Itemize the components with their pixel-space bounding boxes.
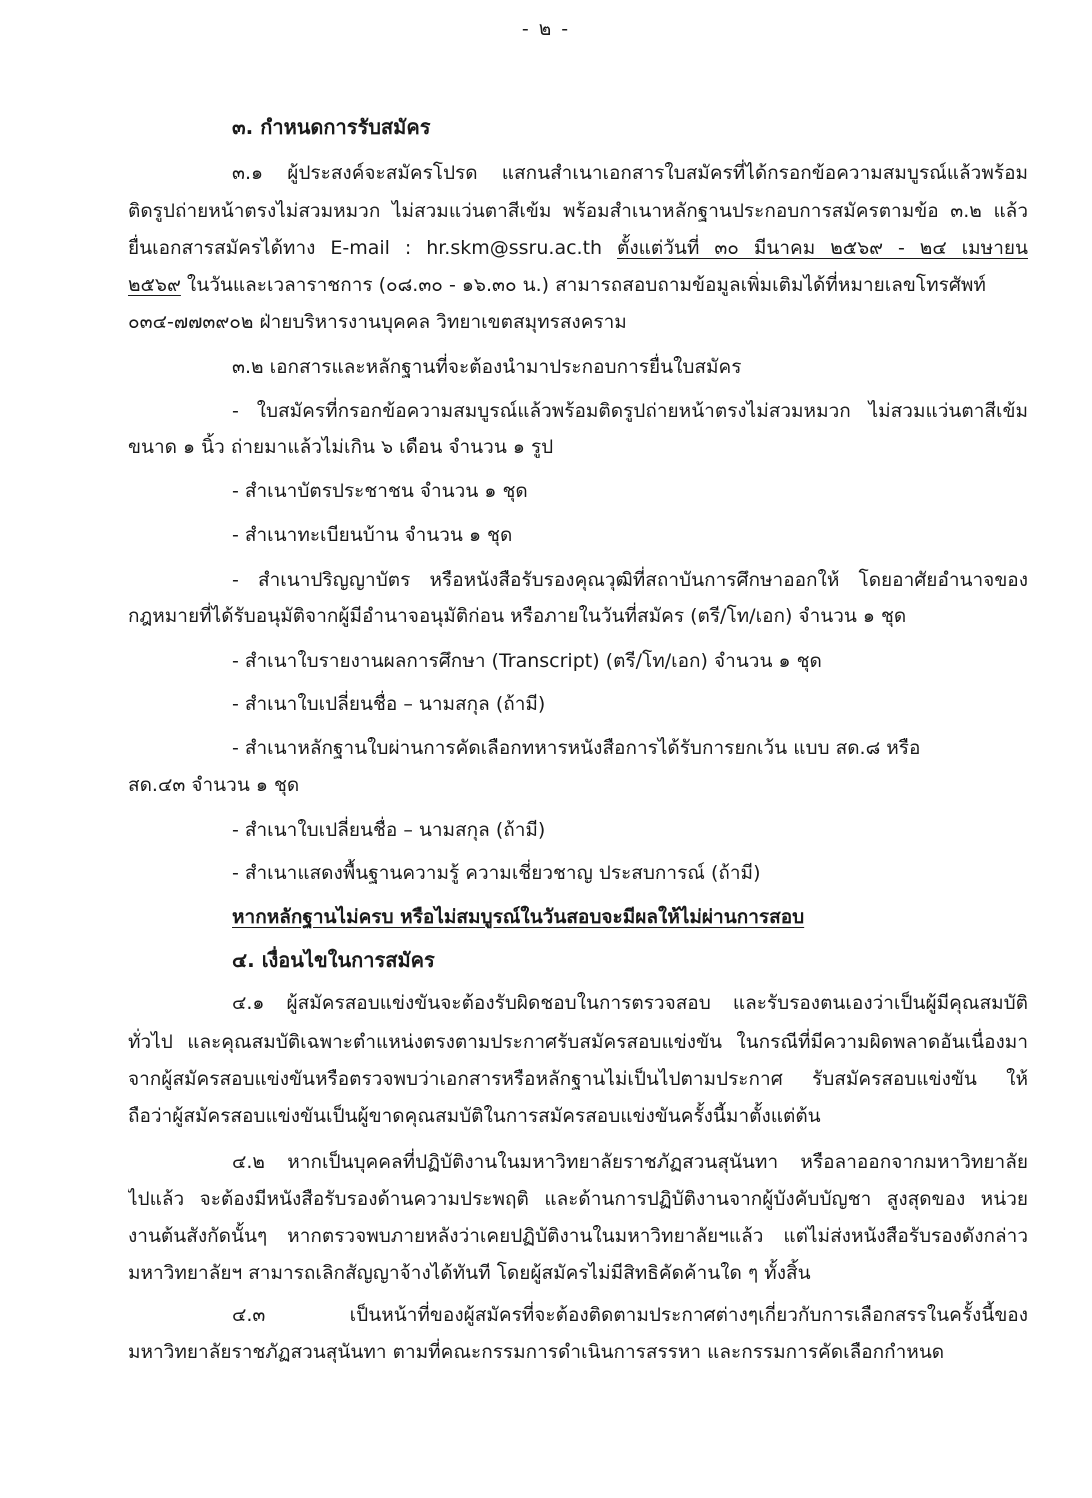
paragraph-3-1-line-5: ๐๓๔-๗๗๓๙๐๒ ฝ่ายบริหารงานบุคคล วิทยาเขตสมุทรสงคราม xyxy=(128,311,627,333)
paragraph-4-1-line-3: จากผู้สมัครสอบแข่งขันหรือตรวจพบว่าเอกสารหรือหลักฐานไม่เป็นไปตามประกาศ รับสมัครสอบแข่งขัน ให้ xyxy=(128,1068,1028,1090)
office-hours-text: ในวันและเวลาราชการ (๐๘.๓๐ - ๑๖.๓๐ น.) สามารถสอบถามข้อมูลเพิ่มเติมได้ที่หมายเลขโทรศัพท์ xyxy=(180,274,986,296)
paragraph-4-1-line-1: ๔.๑ ผู้สมัครสอบแข่งขันจะต้องรับผิดชอบในการตรวจสอบ และรับรองตนเองว่าเป็นผู้มีคุณสมบัติ xyxy=(232,992,1028,1014)
paragraph-4-1-line-2: ทั่วไป และคุณสมบัติเฉพาะตำแหน่งตรงตามประกาศรับสมัครสอบแข่งขัน ในกรณีที่มีความผิดพลาดอันเนื่องมา xyxy=(128,1031,1028,1053)
section-4-heading: ๔. เงื่อนไขในการสมัคร xyxy=(232,948,435,972)
paragraph-3-1-line-4 xyxy=(128,270,1028,300)
document-item-7-line-2: สด.๔๓ จำนวน ๑ ชุด xyxy=(128,774,300,796)
paragraph-4-2-line-3: งานต้นสังกัดนั้นๆ หากตรวจพบภายหลังว่าเคยปฏิบัติงานในมหาวิทยาลัยฯแล้ว แต่ไม่ส่งหนังสือรับรองดังกล่าว xyxy=(128,1225,1028,1247)
section-3-heading: ๓. กำหนดการรับสมัคร xyxy=(232,115,431,139)
application-period-year: ๒๕๖๙ xyxy=(128,274,181,296)
document-item-7-line-1: - สำเนาหลักฐานใบผ่านการคัดเลือกทหารหนังสือการได้รับการยกเว้น แบบ สด.๘ หรือ xyxy=(232,737,921,759)
document-item-8: - สำเนาใบเปลี่ยนชื่อ – นามสกุล (ถ้ามี) xyxy=(232,819,546,841)
application-period-start: ตั้งแต่วันที่ ๓๐ มีนาคม ๒๕๖๙ - ๒๔ เมษายน xyxy=(617,237,1028,259)
paragraph-3-1-line-1: ๓.๑ ผู้ประสงค์จะสมัครโปรด แสกนสำเนาเอกสารใบสมัครที่ได้กรอกข้อความสมบูรณ์แล้วพร้อม xyxy=(232,162,1028,184)
paragraph-4-2-line-4: มหาวิทยาลัยฯ สามารถเลิกสัญญาจ้างได้ทันที โดยผู้สมัครไม่มีสิทธิคัดค้านใด ๆ ทั้งสิ้น xyxy=(128,1262,811,1284)
paragraph-3-2-heading: ๓.๒ เอกสารและหลักฐานที่จะต้องนำมาประกอบการยื่นใบสมัคร xyxy=(232,356,742,378)
paragraph-4-2-line-1: ๔.๒ หากเป็นบุคคลที่ปฏิบัติงานในมหาวิทยาลัยราชภัฏสวนสุนันทา หรือลาออกจากมหาวิทยาลัย xyxy=(232,1151,1028,1173)
paragraph-4-3-line-1: ๔.๓ เป็นหน้าที่ของผู้สมัครที่จะต้องติดตามประกาศต่างๆเกี่ยวกับการเลือกสรรในครั้งนี้ของ xyxy=(232,1304,1028,1326)
email-contact-text: ยื่นเอกสารสมัครได้ทาง E-mail : hr.skm@ssru.ac.th xyxy=(128,237,617,259)
document-item-4-line-2: กฎหมายที่ได้รับอนุมัติจากผู้มีอำนาจอนุมัติก่อน หรือภายในวันที่สมัคร (ตรี/โท/เอก) จำนวน ๑ ชุด xyxy=(128,605,907,627)
paragraph-4-3-line-2: มหาวิทยาลัยราชภัฏสวนสุนันทา ตามที่คณะกรรมการดำเนินการสรรหา และกรรมการคัดเลือกกำหนด xyxy=(128,1341,945,1363)
document-item-1-line-1: - ใบสมัครที่กรอกข้อความสมบูรณ์แล้วพร้อมติดรูปถ่ายหน้าตรงไม่สวมหมวก ไม่สวมแว่นตาสีเข้ม xyxy=(232,400,1028,422)
document-item-2: - สำเนาบัตรประชาชน จำนวน ๑ ชุด xyxy=(232,480,528,502)
paragraph-4-2-line-2: ไปแล้ว จะต้องมีหนังสือรับรองด้านความประพฤติ และด้านการปฏิบัติงานจากผู้บังคับบัญชา สูงสุดของ หน่วย xyxy=(128,1188,1028,1210)
document-item-4-line-1: - สำเนาปริญญาบัตร หรือหนังสือรับรองคุณวุฒิที่สถาบันการศึกษาออกให้ โดยอาศัยอำนาจของ xyxy=(232,569,1028,591)
incomplete-documents-warning: หากหลักฐานไม่ครบ หรือไม่สมบูรณ์ในวันสอบจะมีผลให้ไม่ผ่านการสอบ xyxy=(232,906,805,928)
document-item-6: - สำเนาใบเปลี่ยนชื่อ – นามสกุล (ถ้ามี) xyxy=(232,693,546,715)
page-number: - ๒ - xyxy=(521,18,571,40)
document-item-3: - สำเนาทะเบียนบ้าน จำนวน ๑ ชุด xyxy=(232,524,513,546)
paragraph-4-1-line-4: ถือว่าผู้สมัครสอบแข่งขันเป็นผู้ขาดคุณสมบัติในการสมัครสอบแข่งขันครั้งนี้มาตั้งแต่ต้น xyxy=(128,1105,821,1127)
paragraph-3-1-line-3 xyxy=(128,233,1028,263)
document-item-5: - สำเนาใบรายงานผลการศึกษา (Transcript) (ตรี/โท/เอก) จำนวน ๑ ชุด xyxy=(232,650,822,672)
document-item-1-line-2: ขนาด ๑ นิ้ว ถ่ายมาแล้วไม่เกิน ๖ เดือน จำนวน ๑ รูป xyxy=(128,436,554,458)
paragraph-3-1-line-2: ติดรูปถ่ายหน้าตรงไม่สวมหมวก ไม่สวมแว่นตาสีเข้ม พร้อมสำเนาหลักฐานประกอบการสมัครตามข้อ ๓.๒ แล้ว xyxy=(128,200,1028,222)
document-item-9: - สำเนาแสดงพื้นฐานความรู้ ความเชี่ยวชาญ ประสบการณ์ (ถ้ามี) xyxy=(232,862,761,884)
